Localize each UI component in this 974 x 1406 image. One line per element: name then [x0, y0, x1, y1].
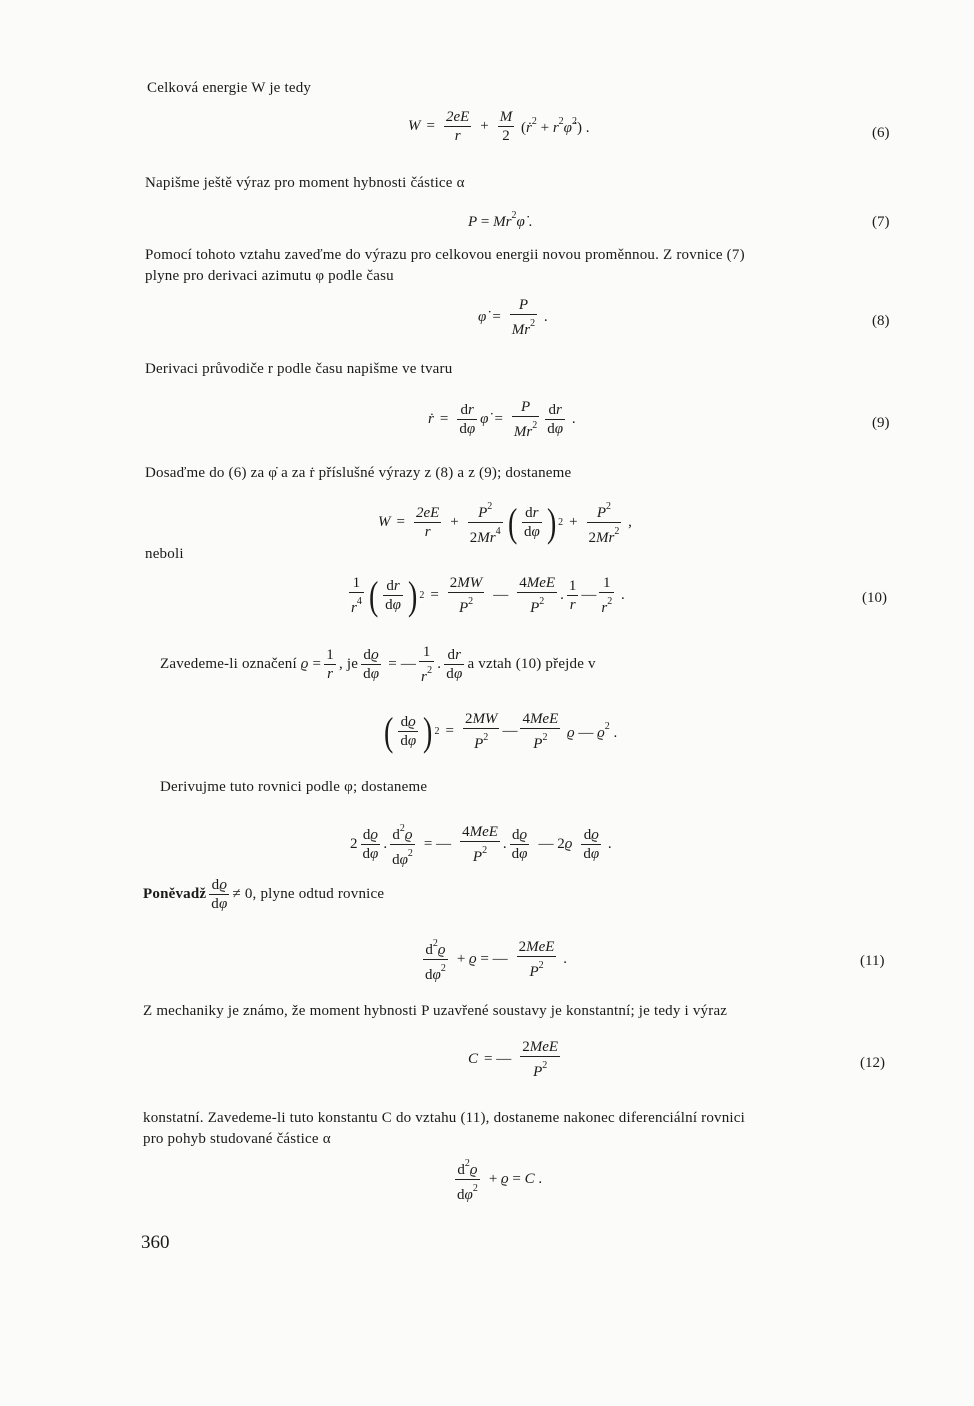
notation-text-c: a vztah (10) přejde v: [467, 656, 596, 672]
paragraph-intro-energy: Celková energie W je tedy: [147, 80, 312, 96]
paragraph-mechanics: Z mechaniky je známo, že moment hybnosti P uzavřené soustavy je konstantní; je tedy i výraz: [143, 1003, 728, 1019]
equation-12: C = — $\frac{\text{2MeE}}{P^2}$: [468, 1039, 559, 1080]
page-number: 360: [141, 1232, 170, 1253]
equation-10: $\frac{1}{r^4}$ ( $\frac{dr}{d\varphi}$ ) 2 = $\frac{2MW}{P^2}$ — $\frac{\text{4MeE}}{P^2}$ . $\frac{1}{r}$ — $\frac{1}{r^2}$ .: [351, 572, 625, 618]
equation-6: W = $\frac{2eE}{r}$ + $\frac{M}{2}$ (ṙ$^2$ + $r^2\varphi̇^2$) .: [408, 109, 590, 144]
paragraph-since: Poněvadž $\frac{dϱ}{d\varphi}$ ≠ 0, plyne odtud rovnice: [143, 877, 385, 912]
paragraph-notation: Zavedeme-li označení ϱ = $\frac{1}{r}$ , je $\frac{dϱ}{d\varphi}$ = — $\frac{1}{r^2}$ . $\frac{dr}{d\varphi}$ a vztah (10) přejde v: [160, 644, 596, 685]
paragraph-constant-a: konstatní. Zavedeme-li tuto konstantu C do vztahu (11), dostaneme nakonec diferenciální rovnici: [143, 1110, 746, 1126]
equation-8: φ̇ = $\frac{P}{Mr^2}$ .: [478, 297, 548, 338]
equation-energy-substituted: W = $\frac{2eE}{r}$ + $\frac{P^2}{2Mr^4}$ ( $\frac{dr}{d\varphi}$ ) 2 + $\frac{P^2}{2Mr^2}$ ,: [378, 499, 632, 546]
equation-11: $\frac{d^2ϱ}{d\varphi^2}$ + ϱ = — $\frac{\text{2MeE}}{P^2}$ .: [425, 938, 567, 983]
equation-number-6: (6): [872, 125, 890, 141]
word-neboli: neboli: [145, 546, 184, 562]
notation-text-b: , je: [338, 656, 359, 672]
paragraph-substitute: Dosaďme do (6) za φ̇ a za ṙ příslušné výrazy z (8) a z (9); dostaneme: [145, 465, 572, 481]
paragraph-substitution-b: plyne pro derivaci azimutu φ podle času: [145, 268, 394, 284]
paragraph-derive: Derivujme tuto rovnici podle φ; dostaneme: [160, 779, 428, 795]
equation-7: $P = Mr^2\varphi̇$ .: [468, 210, 533, 230]
paragraph-moment: Napišme ještě výraz pro moment hybnosti částice α: [145, 175, 465, 191]
equation-number-11: (11): [860, 953, 885, 969]
paragraph-constant-b: pro pohyb studované částice α: [143, 1131, 331, 1147]
equation-number-9: (9): [872, 415, 890, 431]
equation-derivative: 2 $\frac{dϱ}{d\varphi}$ . $\frac{d^2ϱ}{d\varphi^2}$ = — $\frac{\text{4MeE}}{P^2}$ . $\frac{dϱ}{d\varphi}$ — 2ϱ $\frac{dϱ}{d\varphi}$ .: [350, 823, 612, 868]
equation-number-10: (10): [862, 590, 887, 606]
paragraph-radius-derivative: Derivaci průvodiče r podle času napišme ve tvaru: [145, 361, 453, 377]
since-text: Poněvadž: [143, 886, 207, 902]
equation-number-8: (8): [872, 313, 890, 329]
since-text-b: ≠ 0, plyne odtud rovnice: [232, 886, 385, 902]
equation-number-7: (7): [872, 214, 890, 230]
equation-rho: ( $\frac{dϱ}{d\varphi}$ ) 2 = $\frac{2MW}{P^2}$ — $\frac{\text{4MeE}}{P^2}$ ϱ — $ϱ^2$ .: [383, 708, 618, 754]
paragraph-substitution-a: Pomocí tohoto vztahu zaveďme do výrazu pro celkovou energii novou proměnnou. Z rovnice (7): [145, 247, 745, 263]
notation-text-a: Zavedeme-li označení: [160, 656, 297, 672]
equation-number-12: (12): [860, 1055, 885, 1071]
equation-final: $\frac{d^2ϱ}{d\varphi^2}$ + ϱ = C .: [457, 1158, 543, 1203]
equation-9: ṙ = $\frac{dr}{d\varphi}$ φ̇ = $\frac{P}{Mr^2}$ $\frac{dr}{d\varphi}$ .: [428, 399, 576, 440]
